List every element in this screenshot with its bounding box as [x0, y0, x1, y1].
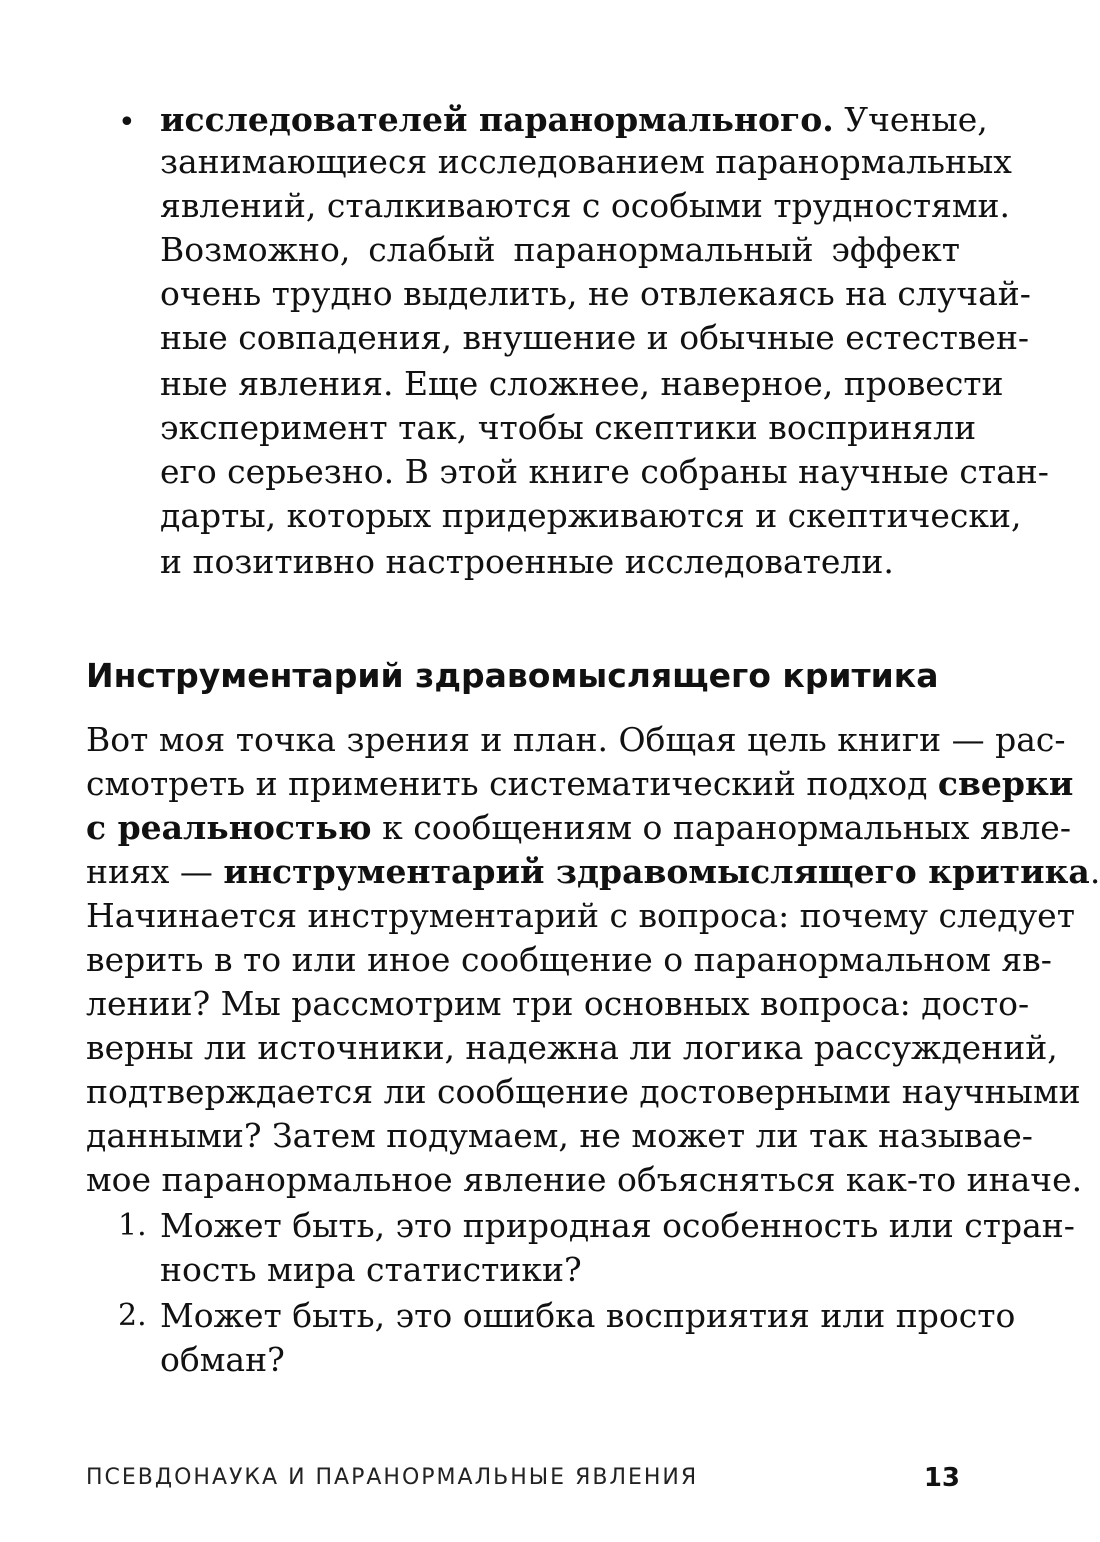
paragraph-line-3-text: к сообщениям о паранормальных явле- [371, 808, 1071, 847]
paragraph-line-10: данными? Затем подумаем, не может ли так называе- [86, 1116, 1033, 1155]
bullet-line-1-text: Ученые, [844, 100, 988, 139]
paragraph-line-4 [86, 850, 1100, 894]
bullet-line-3: явлений, сталкиваются с особыми трудностями. [160, 186, 1011, 225]
list-marker-1: 1. [118, 1208, 147, 1243]
bullet-lead: исследователей паранормального. [160, 100, 834, 139]
bullet-line-6: ные совпадения, внушение и обычные естествен- [160, 318, 1030, 357]
page-number: 13 [923, 1463, 960, 1493]
paragraph-line-4-end: . [1089, 852, 1100, 891]
bullet-line-7: ные явления. Еще сложнее, наверное, провести [160, 364, 1004, 403]
paragraph-line-5: Начинается инструментарий с вопроса: почему следует [86, 896, 1075, 935]
paragraph-line-9: подтверждается ли сообщение достоверными научными [86, 1072, 1081, 1111]
paragraph-line-7: лении? Мы рассмотрим три основных вопроса: досто- [86, 984, 1030, 1023]
bullet-marker: • [118, 105, 136, 140]
bullet-line-9: его серьезно. В этой книге собраны научные стан- [160, 452, 1049, 491]
bullet-line-5: очень трудно выделить, не отвлекаясь на случай- [160, 274, 1031, 313]
paragraph-line-2-text: смотреть и применить систематический подход [86, 764, 938, 803]
list-item-1-line-2: ность мира статистики? [160, 1250, 582, 1289]
paragraph-line-3 [86, 806, 1071, 850]
paragraph-line-2 [86, 762, 1074, 806]
paragraph-line-1: Вот моя точка зрения и план. Общая цель книги — рас- [86, 720, 1066, 759]
paragraph-line-11: мое паранормальное явление объясняться как-то иначе. [86, 1160, 1083, 1199]
bullet-line-10: дарты, которых придерживаются и скептически, [160, 496, 1022, 535]
bold-term-sverki: сверки [937, 764, 1074, 803]
bullet-line-4: Возможно, слабый паранормальный эффект [160, 230, 960, 269]
bullet-line-8: эксперимент так, чтобы скептики восприняли [160, 408, 977, 447]
list-item-2-line-1: Может быть, это ошибка восприятия или просто [160, 1296, 1016, 1335]
bullet-line-2: занимающиеся исследованием паранормальных [160, 142, 1012, 181]
running-title: ПСЕВДОНАУКА И ПАРАНОРМАЛЬНЫЕ ЯВЛЕНИЯ [86, 1465, 699, 1490]
bold-term-toolkit: инструментарий здравомыслящего критика [223, 852, 1090, 891]
list-item-1-line-1: Может быть, это природная особенность или стран- [160, 1206, 1075, 1245]
paragraph-line-8: верны ли источники, надежна ли логика рассуждений, [86, 1028, 1058, 1067]
bullet-line-11: и позитивно настроенные исследователи. [160, 542, 894, 581]
paragraph-line-6: верить в то или иное сообщение о паранормальном яв- [86, 940, 1052, 979]
list-marker-2: 2. [118, 1298, 147, 1333]
paragraph-line-4-text: ниях — [86, 852, 224, 891]
section-heading: Инструментарий здравомыслящего критика [86, 656, 939, 695]
list-item-2-line-2: обман? [160, 1340, 285, 1379]
bullet-line-1 [160, 98, 988, 142]
bold-term-reality: с реальностью [86, 808, 372, 847]
